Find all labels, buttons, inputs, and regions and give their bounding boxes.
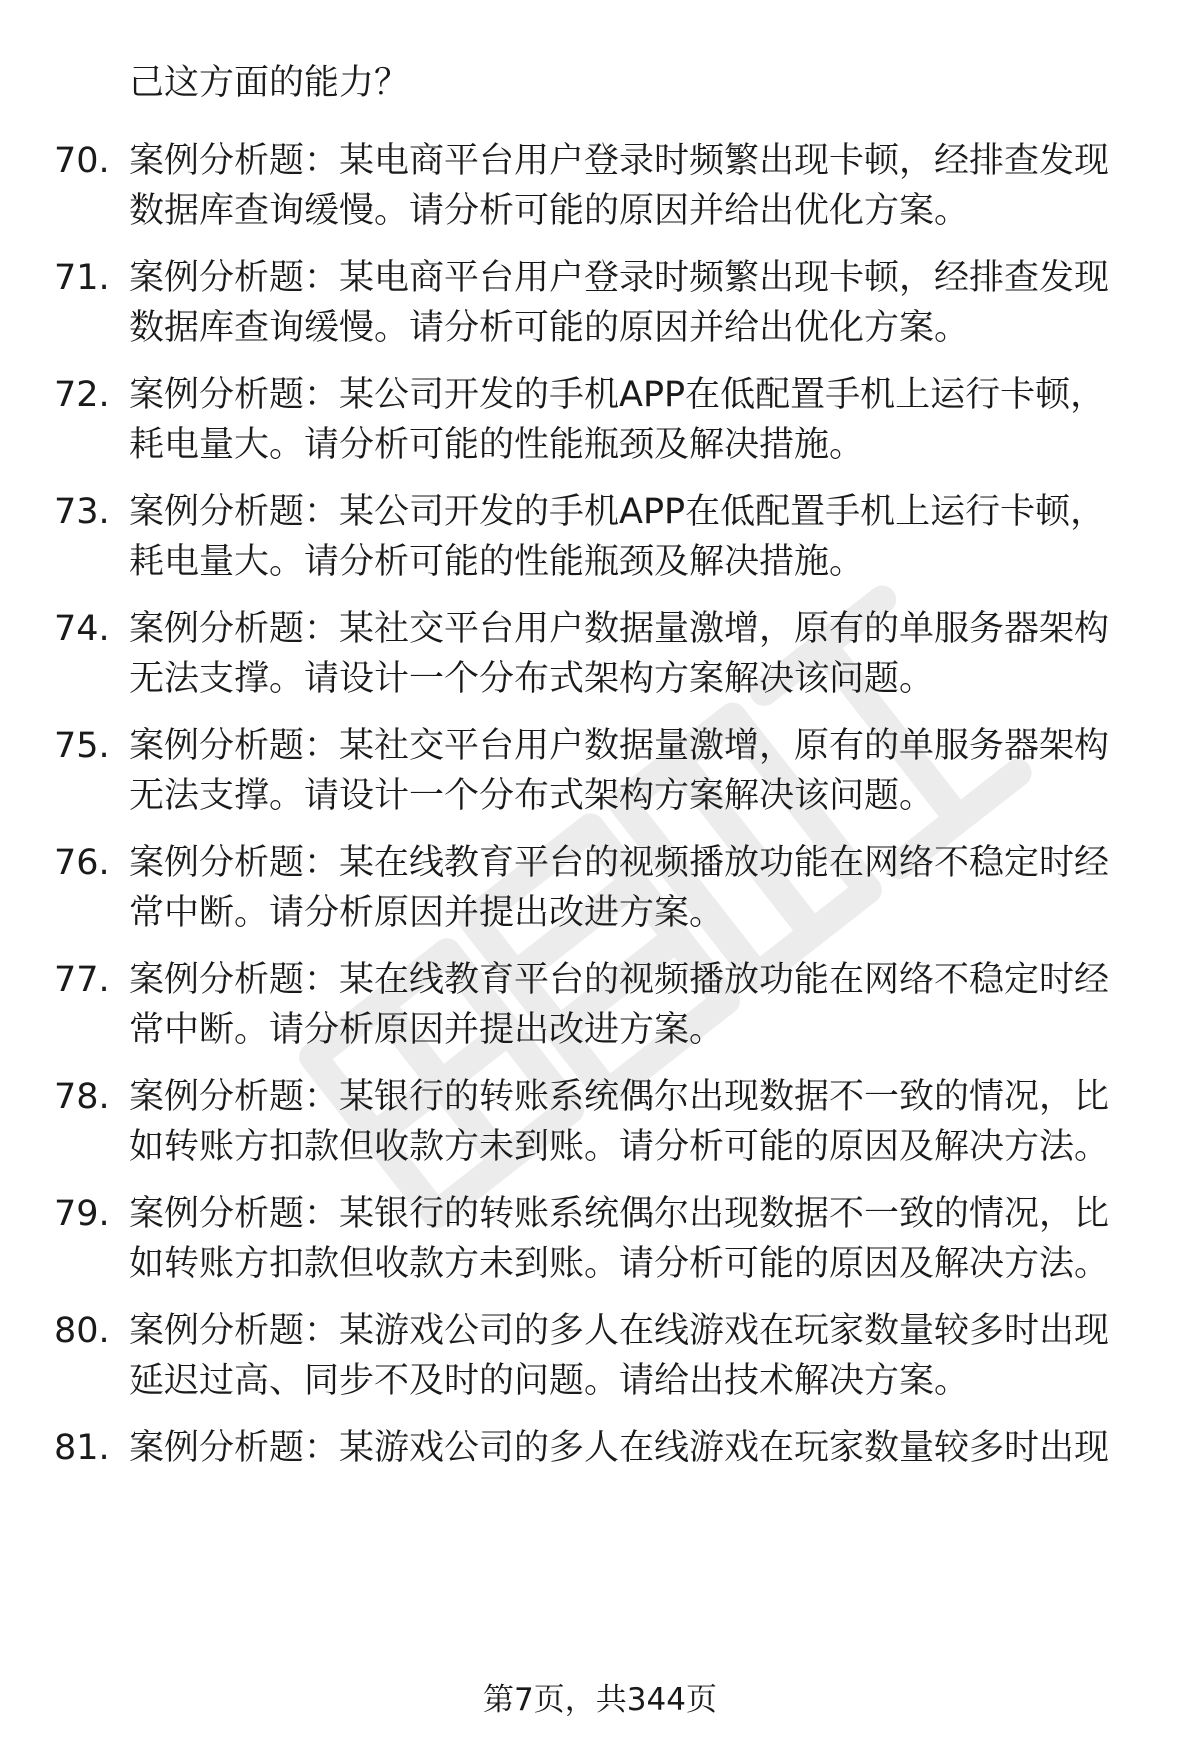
question-number: 78. (54, 1077, 110, 1117)
question-line: 案例分析题：某电商平台用户登录时频繁出现卡顿，经排查发现 (129, 258, 1110, 298)
question-number: 80. (54, 1311, 110, 1351)
question-text (129, 1189, 1139, 1289)
question-line: 案例分析题：某银行的转账系统偶尔出现数据不一致的情况，比 (129, 1194, 1110, 1234)
question-line: 延迟过高、同步不及时的问题。请给出技术解决方案。 (129, 1361, 970, 1401)
question-text (129, 1306, 1139, 1406)
question-line: 案例分析题：某公司开发的手机APP在低配置手机上运行卡顿， (129, 375, 1106, 415)
question-text (129, 955, 1139, 1055)
question-line: 案例分析题：某在线教育平台的视频播放功能在网络不稳定时经 (129, 843, 1110, 883)
question-text (129, 604, 1139, 704)
question-line: 如转账方扣款但收款方未到账。请分析可能的原因及解决方法。 (129, 1244, 1110, 1284)
question-number: 72. (54, 375, 110, 415)
question-text (129, 370, 1139, 470)
page-footer: 第7页，共344页 (483, 1682, 717, 1718)
question-line: 数据库查询缓慢。请分析可能的原因并给出优化方案。 (129, 308, 970, 348)
question-number: 77. (54, 960, 110, 1000)
question-line: 案例分析题：某电商平台用户登录时频繁出现卡顿，经排查发现 (129, 141, 1110, 181)
question-line: 耗电量大。请分析可能的性能瓶颈及解决措施。 (129, 542, 865, 582)
question-line: 案例分析题：某社交平台用户数据量激增，原有的单服务器架构 (129, 609, 1110, 649)
question-line: 数据库查询缓慢。请分析可能的原因并给出优化方案。 (129, 191, 970, 231)
question-number: 76. (54, 843, 110, 883)
question-number: 71. (54, 258, 110, 298)
question-text (129, 838, 1139, 938)
question-text (129, 487, 1139, 587)
question-line: 案例分析题：某公司开发的手机APP在低配置手机上运行卡顿， (129, 492, 1106, 532)
question-line: 如转账方扣款但收款方未到账。请分析可能的原因及解决方法。 (129, 1127, 1110, 1167)
question-text (129, 1072, 1139, 1172)
continuation-line: 己这方面的能力？ (129, 63, 410, 103)
question-line: 案例分析题：某银行的转账系统偶尔出现数据不一致的情况，比 (129, 1077, 1110, 1117)
question-number: 75. (54, 726, 110, 766)
question-line: 案例分析题：某游戏公司的多人在线游戏在玩家数量较多时出现 (129, 1428, 1110, 1468)
question-line: 案例分析题：某游戏公司的多人在线游戏在玩家数量较多时出现 (129, 1311, 1110, 1351)
question-line: 无法支撑。请设计一个分布式架构方案解决该问题。 (129, 659, 935, 699)
question-number: 74. (54, 609, 110, 649)
question-text (129, 136, 1139, 236)
question-line: 案例分析题：某社交平台用户数据量激增，原有的单服务器架构 (129, 726, 1110, 766)
question-line: 常中断。请分析原因并提出改进方案。 (129, 893, 725, 933)
question-line: 案例分析题：某在线教育平台的视频播放功能在网络不稳定时经 (129, 960, 1110, 1000)
question-number: 73. (54, 492, 110, 532)
question-line: 耗电量大。请分析可能的性能瓶颈及解决措施。 (129, 425, 865, 465)
question-text (129, 721, 1139, 821)
question-text (129, 253, 1139, 353)
question-number: 70. (54, 141, 110, 181)
question-line: 无法支撑。请设计一个分布式架构方案解决该问题。 (129, 776, 935, 816)
question-text (129, 1423, 1139, 1473)
question-line: 常中断。请分析原因并提出改进方案。 (129, 1010, 725, 1050)
question-number: 81. (54, 1428, 110, 1468)
question-number: 79. (54, 1194, 110, 1234)
